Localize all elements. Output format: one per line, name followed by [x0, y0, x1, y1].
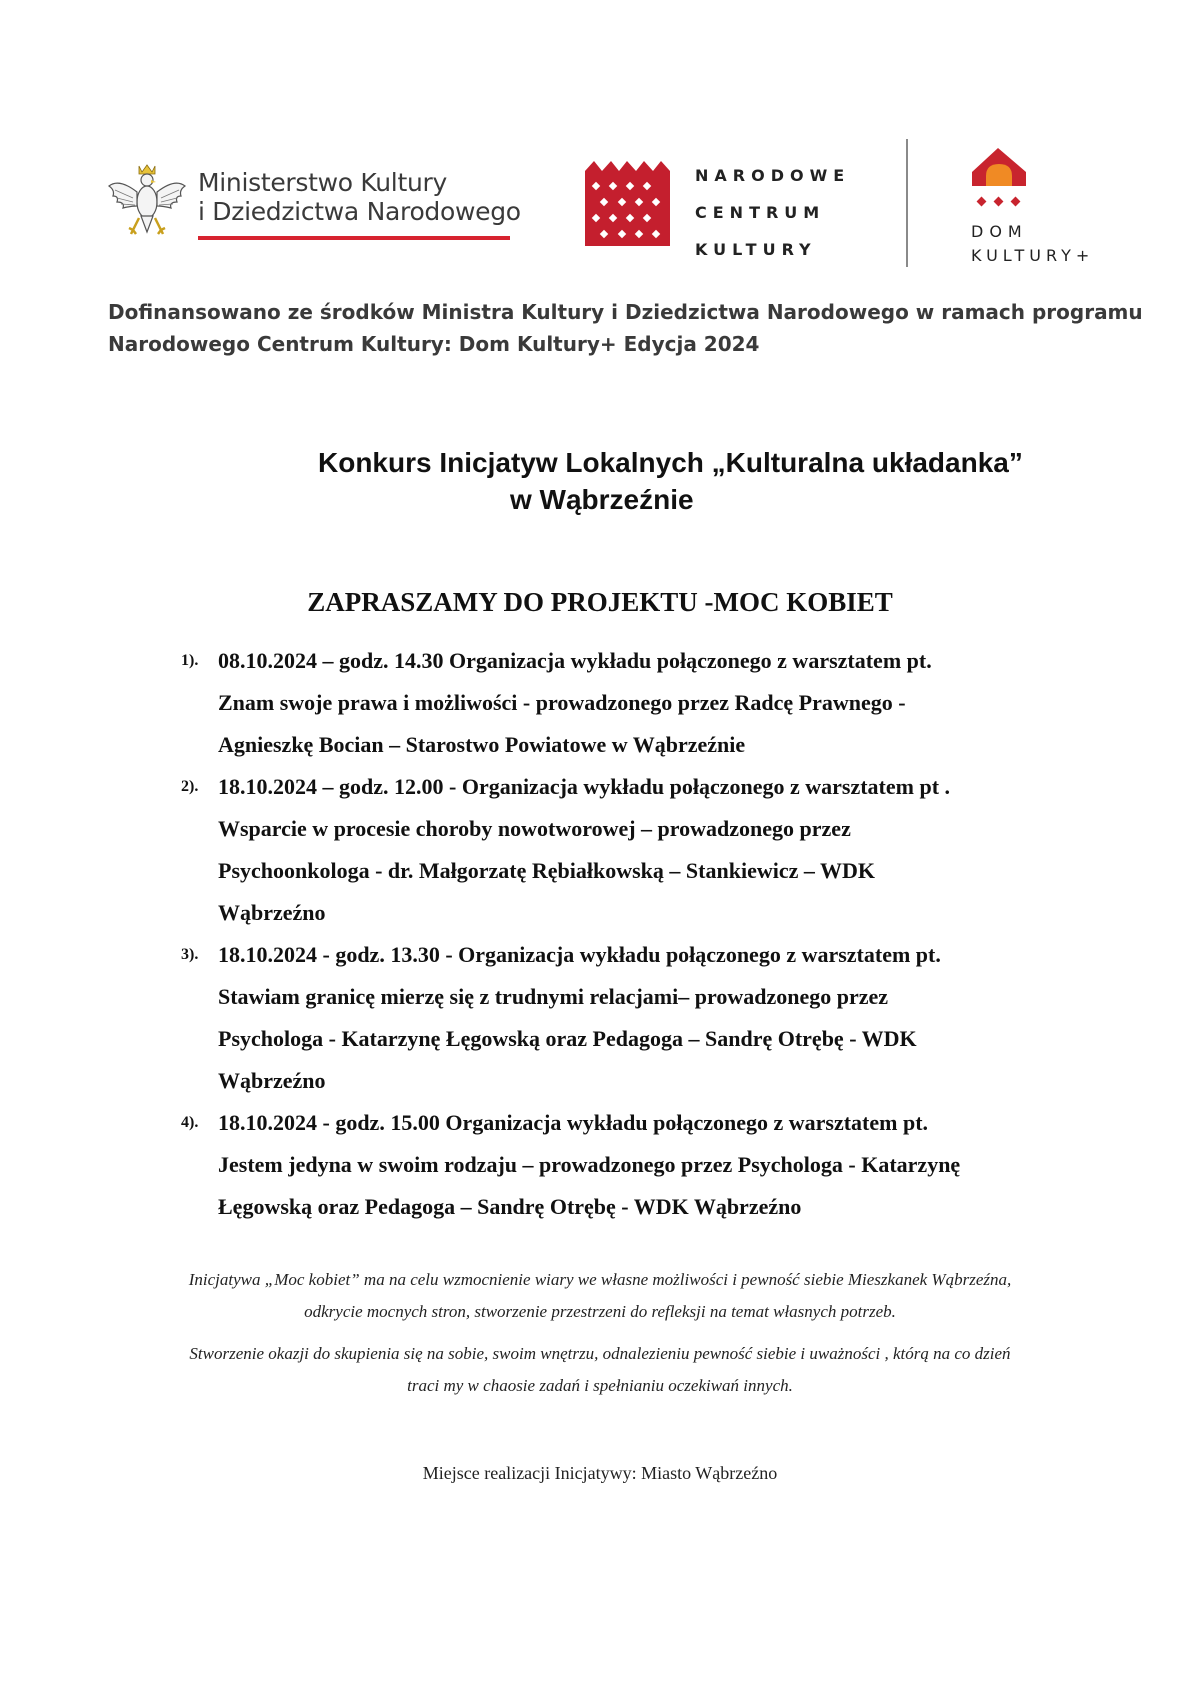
dom-kultury-word2: KULTURY+	[971, 246, 1095, 265]
contest-title-line2: w Wąbrzeźnie	[510, 484, 694, 515]
event-line: Psychologa - Katarzynę Łęgowską oraz Pedagoga – Sandrę Otrębę - WDK	[218, 1026, 917, 1051]
logo-divider	[906, 139, 908, 267]
event-number: 4).	[181, 1114, 199, 1131]
event-line: Wąbrzeźno	[218, 1068, 326, 1093]
funding-statement	[108, 296, 1143, 360]
event-line: 18.10.2024 – godz. 12.00 - Organizacja wykładu połączonego z warsztatem pt .	[218, 774, 951, 799]
nck-word-kultury: KULTURY	[695, 240, 817, 259]
invitation-heading: ZAPRASZAMY DO PROJEKTU -MOC KOBIET	[307, 587, 893, 617]
dom-kultury-logo	[966, 142, 1116, 267]
house-icon	[966, 142, 1036, 222]
event-item-1	[0, 640, 1200, 766]
ministry-name-line1: Ministerstwo Kultury	[198, 168, 447, 197]
nck-logo	[585, 157, 855, 257]
event-line: 08.10.2024 – godz. 14.30 Organizacja wykładu połączonego z warsztatem pt.	[218, 648, 932, 673]
event-line: 18.10.2024 - godz. 13.30 - Organizacja wykładu połączonego z warsztatem pt.	[218, 942, 941, 967]
event-item-3	[0, 934, 1200, 1102]
description-line: traci my w chaosie zadań i spełnianiu oczekiwań innych.	[407, 1376, 793, 1395]
description-line: odkrycie mocnych stron, stworzenie przestrzeni do refleksji na temat własnych potrzeb.	[304, 1302, 896, 1321]
funding-line2: Narodowego Centrum Kultury: Dom Kultury+ Edycja 2024	[108, 332, 760, 356]
event-number: 2).	[181, 778, 199, 795]
event-line: Agnieszkę Bocian – Starostwo Powiatowe w Wąbrzeźnie	[218, 732, 746, 757]
description-line: Stworzenie okazji do skupienia się na sobie, swoim wnętrzu, odnalezieniu pewność siebie i uważności , którą na co dzień	[189, 1344, 1011, 1363]
nck-crown-mark-icon	[585, 161, 670, 246]
event-line: 18.10.2024 - godz. 15.00 Organizacja wykładu połączonego z warsztatem pt.	[218, 1110, 929, 1135]
funding-line1: Dofinansowano ze środków Ministra Kultury i Dziedzictwa Narodowego w ramach programu	[108, 300, 1143, 324]
ministry-logo	[105, 160, 521, 250]
logos-header	[0, 0, 1200, 280]
description-line: Inicjatywa „Moc kobiet” ma na celu wzmocnienie wiary we własne możliwości i pewność siebie Mieszkanek Wąbrzeźna,	[188, 1270, 1012, 1289]
contest-title-line1: Konkurs Inicjatyw Lokalnych „Kulturalna układanka”	[318, 447, 1023, 478]
event-line: Wsparcie w procesie choroby nowotworowej – prowadzonego przez	[218, 816, 851, 841]
ministry-red-underline	[198, 236, 510, 240]
event-line: Znam swoje prawa i możliwości - prowadzonego przez Radcę Prawnego -	[218, 690, 906, 715]
event-line: Łęgowską oraz Pedagoga – Sandrę Otrębę - WDK Wąbrzeźno	[218, 1194, 802, 1219]
event-line: Jestem jedyna w swoim rodzaju – prowadzonego przez Psychologa - Katarzynę	[218, 1152, 961, 1177]
event-item-2	[0, 766, 1200, 934]
event-number: 3).	[181, 946, 199, 963]
event-number: 1).	[181, 652, 199, 669]
event-line: Wąbrzeźno	[218, 900, 326, 925]
initiative-description	[0, 1264, 1200, 1402]
nck-word-narodowe: NARODOWE	[695, 166, 851, 185]
events-list	[0, 640, 1200, 1228]
nck-wordmark	[695, 157, 850, 268]
ministry-name-line2: i Dziedzictwa Narodowego	[198, 197, 521, 226]
dom-kultury-word1: DOM	[971, 222, 1028, 241]
event-item-4	[0, 1102, 1200, 1228]
event-line: Stawiam granicę mierzę się z trudnymi relacjami– prowadzonego przez	[218, 984, 889, 1009]
realization-place: Miejsce realizacji Inicjatywy: Miasto Wąbrzeźno	[422, 1463, 778, 1483]
event-line: Psychoonkologa - dr. Małgorzatę Rębiałkowską – Stankiewicz – WDK	[218, 858, 875, 883]
ministry-name	[198, 168, 521, 226]
white-eagle-emblem-icon	[105, 160, 189, 244]
nck-word-centrum: CENTRUM	[695, 203, 826, 222]
paragraph-gap	[0, 1328, 1200, 1338]
